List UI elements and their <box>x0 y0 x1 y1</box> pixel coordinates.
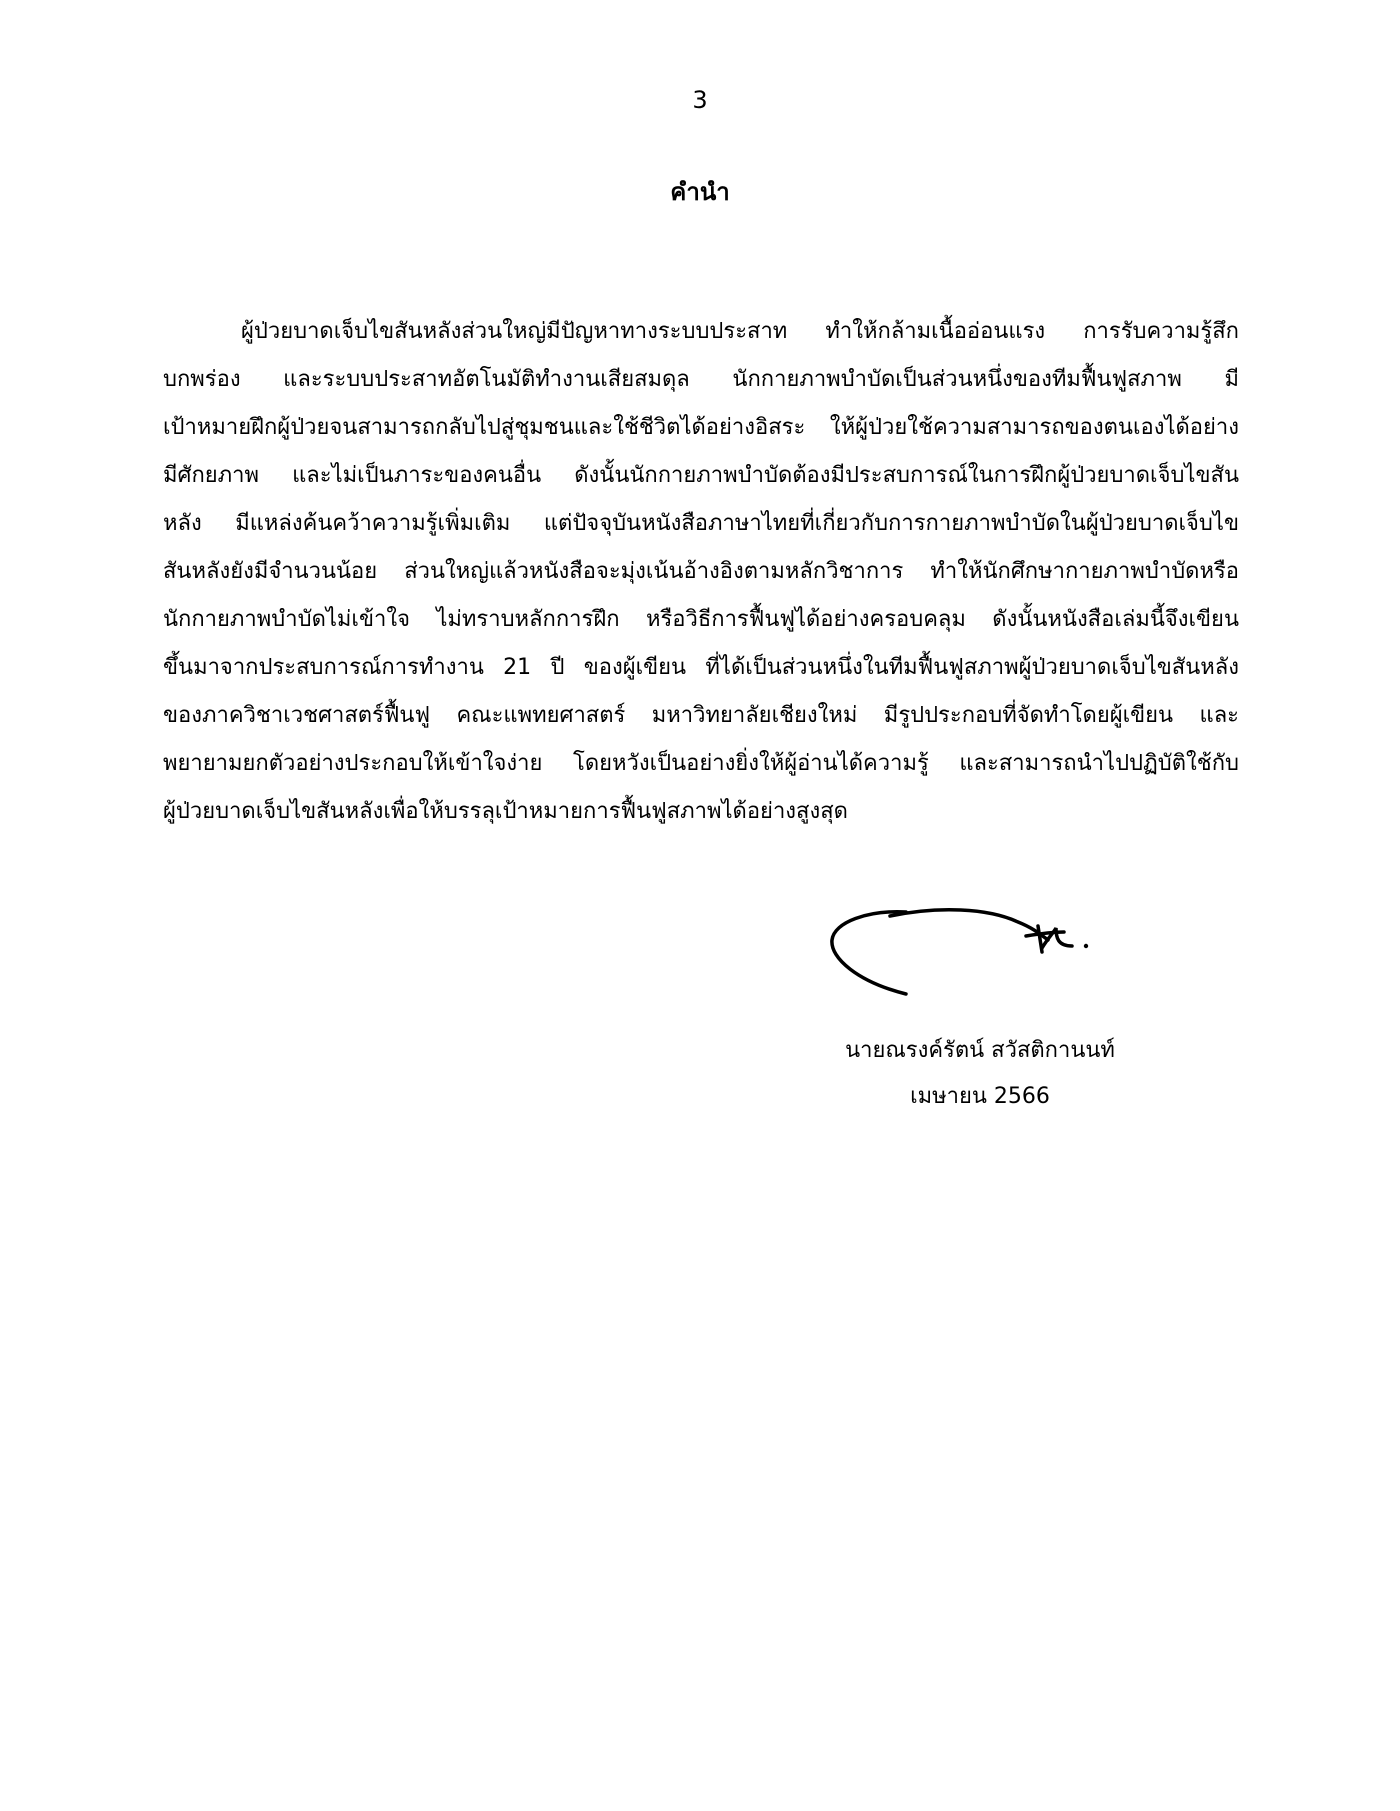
paragraph-line: ผู้ป่วยบาดเจ็บไขสันหลังส่วนใหญ่มีปัญหาทางระบบประสาท ทำให้กล้ามเนื้ออ่อนแรง การรับความรู้สึก <box>241 319 1239 344</box>
author-name: นายณรงค์รัตน์ สวัสติกานนท์ <box>845 1038 1115 1063</box>
paragraph-line: มีศักยภาพ และไม่เป็นภาระของคนอื่น ดังนั้นนักกายภาพบำบัดต้องมีประสบการณ์ในการฝึกผู้ป่วยบาดเจ็บไขสัน <box>163 463 1239 488</box>
date: เมษายน 2566 <box>910 1084 1050 1109</box>
paragraph-line: พยายามยกตัวอย่างประกอบให้เข้าใจง่าย โดยหวังเป็นอย่างยิ่งให้ผู้อ่านได้ความรู้ และสามารถนำไปปฏิบัติใช้กับ <box>163 751 1239 776</box>
page-title: คำนำ <box>670 178 730 206</box>
paragraph-line: เป้าหมายฝึกผู้ป่วยจนสามารถกลับไปสู่ชุมชนและใช้ชีวิตได้อย่างอิสระ ให้ผู้ป่วยใช้ความสามารถของตนเองได้อย่าง <box>163 415 1239 440</box>
paragraph-line: ขึ้นมาจากประสบการณ์การทำงาน 21 ปี ของผู้เขียน ที่ได้เป็นส่วนหนึ่งในทีมฟื้นฟูสภาพผู้ป่วยบาดเจ็บไขสันหลัง <box>163 655 1239 680</box>
handwritten-signature <box>828 902 1108 1002</box>
paragraph-line: ผู้ป่วยบาดเจ็บไขสันหลังเพื่อให้บรรลุเป้าหมายการฟื้นฟูสภาพได้อย่างสูงสุด <box>163 799 848 824</box>
paragraph-line: ของภาควิชาเวชศาสตร์ฟื้นฟู คณะแพทยศาสตร์ มหาวิทยาลัยเชียงใหม่ มีรูปประกอบที่จัดทำโดยผู้เขียน และ <box>163 703 1239 728</box>
paragraph-line: หลัง มีแหล่งค้นคว้าความรู้เพิ่มเติม แต่ปัจจุบันหนังสือภาษาไทยที่เกี่ยวกับการกายภาพบำบัดในผู้ป่วยบาดเจ็บไข <box>163 511 1239 536</box>
preface-paragraph <box>163 308 1239 836</box>
paragraph-line: บกพร่อง และระบบประสาทอัตโนมัติทำงานเสียสมดุล นักกายภาพบำบัดเป็นส่วนหนึ่งของทีมฟื้นฟูสภาพ มี <box>163 367 1239 392</box>
paragraph-line: สันหลังยังมีจำนวนน้อย ส่วนใหญ่แล้วหนังสือจะมุ่งเน้นอ้างอิงตามหลักวิชาการ ทำให้นักศึกษากายภาพบำบัดหรือ <box>163 559 1239 584</box>
paragraph-line: นักกายภาพบำบัดไม่เข้าใจ ไม่ทราบหลักการฝึก หรือวิธีการฟื้นฟูได้อย่างครอบคลุม ดังนั้นหนังสือเล่มนี้จึงเขียน <box>163 607 1239 632</box>
page-number: 3 <box>692 86 708 114</box>
